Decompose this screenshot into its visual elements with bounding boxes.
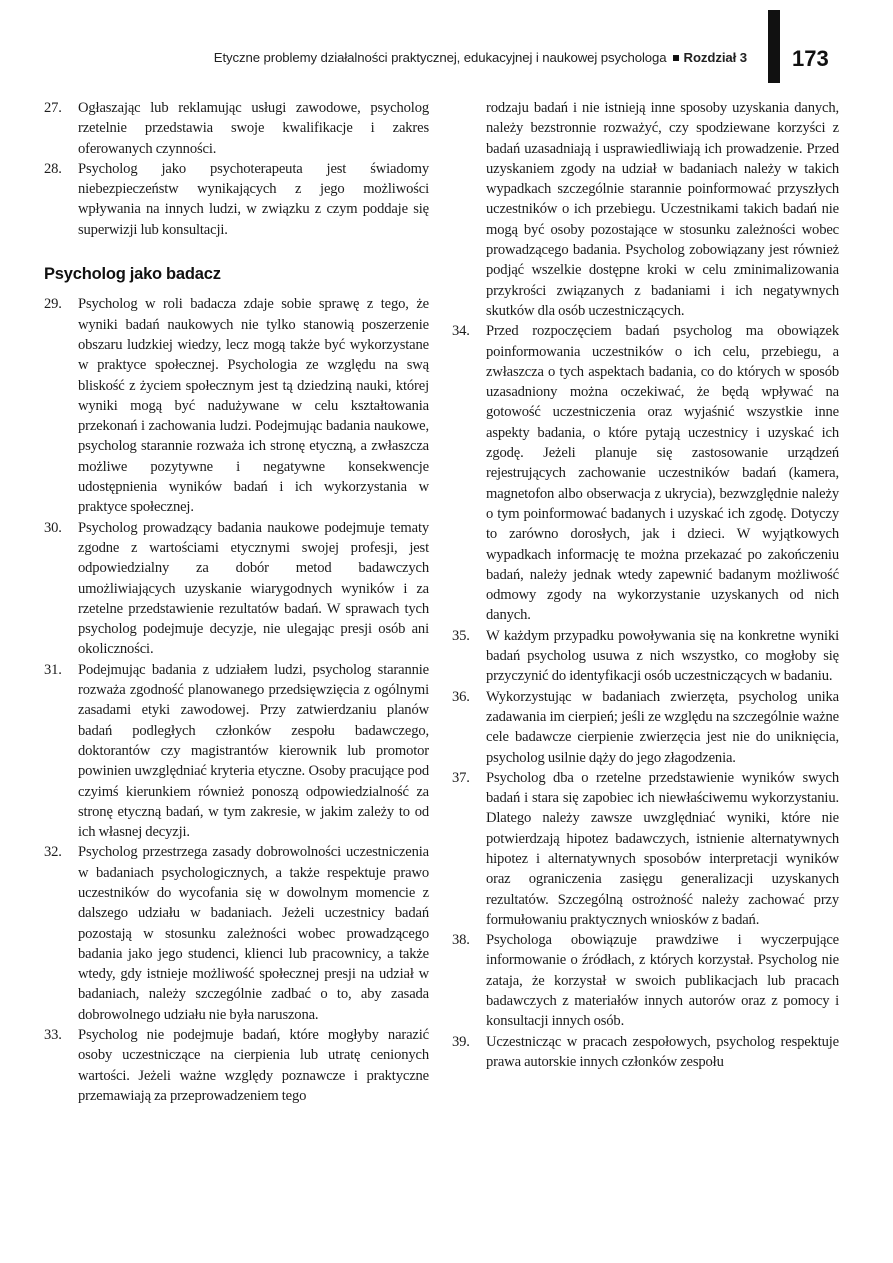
item-number: 36.: [452, 688, 470, 705]
item-text: Psycholog przestrzega zasady dobrowolności uczestniczenia w badaniach psychologicznych, a także respektuje prawo uczestników do wycofania się w dowolnym momencie z dalszego udziału w badaniach. Jeżeli uczestnicy badań pozostają w stosunku zależności wobec prowadzącego badania jako jego studenci, klienci lub pracownicy, a także wtedy, gdy istnieje możliwość społecznej presji na udział w badaniach, należy szczególnie zadbać o to, aby zasada dobrowolnego udziału nie była naruszona.: [78, 844, 429, 1023]
header-bar: [768, 10, 780, 83]
chapter-label: Rozdział 3: [683, 50, 747, 65]
item-text: Ogłaszając lub reklamując usługi zawodowe, psycholog rzetelnie przedstawia swoje kwalifikacje i zakres oferowanych czynności.: [78, 100, 429, 157]
item-number: 28.: [44, 160, 62, 177]
list-item: [452, 930, 839, 1031]
list-item: [452, 1032, 839, 1073]
item-number: 38.: [452, 932, 470, 949]
list-item: [452, 626, 839, 687]
item-text: Psycholog w roli badacza zdaje sobie sprawę z tego, że wyniki badań naukowych nie tylko stanowią poszerzenie obszaru ludzkiej wiedzy, lecz mogą także być wykorzystane w praktyce społecznej. Psychologia ze względu na swą bliskość z życiem społecznym jest tą dziedziną nauki, której wyniki mogą być nadużywane w celu kształtowania przekonań i zachowania ludzi. Podejmując badania naukowe, psycholog starannie rozważa ich stronę etyczną, a zwłaszcza możliwe pozytywne i negatywne konsekwencje udostępnienia wyników badań i ich wykorzystania w praktyce społecznej.: [78, 296, 429, 516]
page-number: 173: [792, 46, 829, 71]
item-number: 32.: [44, 844, 62, 861]
item-number: 34.: [452, 323, 470, 340]
list-item: [452, 321, 839, 625]
right-column: [452, 98, 839, 1072]
item-text: Psychologa obowiązuje prawdziwe i wyczerpujące informowanie o źródłach, z których korzystał. Psycholog nie zataja, że korzystał w swoich publikacjach lub pracach badawczych z materiałów innych autorów oraz z pomocy i konsultacji innych osób.: [486, 932, 839, 1030]
item-text: Przed rozpoczęciem badań psycholog ma obowiązek poinformowania uczestników o ich celu, przebiegu, a zwłaszcza o tych aspektach badania, co do których w sposób uzasadniony można oczekiwać, że będą wpływać na gotowość uczestniczenia oraz wyjaśnić wszystkie inne aspekty badania, o które pytają uczestnicy i uzyskać ich zgodę. Jeżeli planuje się zastosowanie urządzeń rejestrujących zachowanie uczestników badań (kamera, magnetofon albo obserwacja z ukrycia), bezwzględnie należy o tym poinformować badanych i uzyskać ich zgodę. Dotyczy to zarówno dorosłych, jak i dzieci. W wyjątkowych wypadkach informację te można przekazać po zakończeniu badań, należy jednak wtedy zapewnić badanym możliwość odmowy zgody na wykorzystanie uzyskanych od nich danych.: [486, 323, 839, 624]
item-number: 31.: [44, 661, 62, 678]
list-item: [44, 660, 429, 843]
left-column: [44, 98, 429, 1106]
item-text: Psycholog dba o rzetelne przedstawienie wyników swych badań i stara się zapobiec ich niewłaściwemu wykorzystaniu. Dlatego należy zawsze uwzględniać wyniki, które nie potwierdzają hipotez badawczych, istnienie alternatywnych hipotez i alternatywnych sposobów interpretacji wyników oraz ograniczenia zasięgu generalizacji uzyskanych rezultatów. Szczególną ostrożność należy zachować przy formułowaniu praktycznych wniosków z badań.: [486, 769, 839, 928]
section-heading: Psycholog jako badacz: [44, 265, 221, 284]
item-number: 30.: [44, 519, 62, 536]
item-number: 39.: [452, 1033, 470, 1050]
item-number: 33.: [44, 1027, 62, 1044]
item-text: Psycholog nie podejmuje badań, które mogłyby narazić osoby uczestniczące na cierpienia lub utratę cenionych wartości. Jeżeli ważne względy poznawcze i praktyczne przemawiają za przeprowadzeniem tego: [78, 1027, 429, 1104]
item-text: Uczestnicząc w pracach zespołowych, psycholog respektuje prawa autorskie innych członków zespołu: [486, 1033, 839, 1070]
page-header: [0, 0, 893, 80]
list-item: [44, 159, 429, 240]
running-title: Etyczne problemy działalności praktycznej, edukacyjnej i naukowej psychologa: [213, 50, 667, 65]
item-text: Psycholog jako psychoterapeuta jest świadomy niebezpieczeństw wynikających z jego możliwości wpływania na innych ludzi, w związku z czym poddaje się superwizji lub konsultacji.: [78, 160, 429, 238]
item-number: 35.: [452, 627, 470, 644]
item-text: Wykorzystując w badaniach zwierzęta, psycholog unika zadawania im cierpień; jeśli ze względu na szczególnie ważne cele badawcze cierpienie zwierzęcia jest nie do uniknięcia, psycholog usilnie dąży do jego złagodzenia.: [486, 688, 839, 766]
item-text: Psycholog prowadzący badania naukowe podejmuje tematy zgodne z wartościami etycznymi swojej profesji, jest odpowiedzialny za dobór metod badawczych umożliwiających uzyskanie wiarygodnych wyników i za rzetelne przedstawienie rezultatów badań. W sprawach tych psycholog podejmuje decyzje, nie ulegając presji osób ani okoliczności.: [78, 519, 429, 658]
list-item: [452, 768, 839, 930]
list-item: [44, 1025, 429, 1106]
list-item-continuation: [452, 98, 839, 321]
square-bullet-icon: [673, 55, 679, 61]
list-item: [44, 518, 429, 660]
list-item: [44, 842, 429, 1025]
list-item: [44, 98, 429, 159]
item-number: 27.: [44, 100, 62, 116]
list-item: [452, 687, 839, 768]
list-item: [44, 294, 429, 517]
item-number: 29.: [44, 296, 62, 313]
item-text: W każdym przypadku powoływania się na konkretne wyniki badań psycholog usuwa z nich wszystko, co mogłoby się przyczynić do identyfikacji osób uczestniczących w badaniu.: [486, 627, 839, 685]
item-number: 37.: [452, 769, 470, 786]
continuation-text: rodzaju badań i nie istnieją inne sposoby uzyskania danych, należy bezstronnie rozważyć, czy spodziewane korzyści z badań uzasadniają i usprawiedliwiają ich prowadzenie. Przed uzyskaniem zgody na udział w badaniach należy w takich wypadkach szczególnie starannie poinformować przyszłych uczestników o ich przebiegu. Uczestnikami takich badań nie mogą być osoby pozostające w stosunku zależności wobec prowadzącego badania. Psycholog zobowiązany jest również podjąć wszelkie dostępne kroki w celu zminimalizowania przykrości związanych z badaniami i ich negatywnych skutków dla osób uczestniczących.: [486, 100, 839, 319]
running-header: [214, 50, 747, 65]
item-text: Podejmując badania z udziałem ludzi, psycholog starannie rozważa zgodność planowanego przedsięwzięcia z ogólnymi zasadami etyki zawodowej. Przy zatwierdzaniu planów badań podległych członków zespołu badawczego, doktorantów czy magistrantów kierownik lub promotor powinien uwzględniać kryteria etyczne. Osoby pracujące pod czyimś kierunkiem również ponoszą odpowiedzialność za stronę etyczną badań, w tym zakresie, w jakim zależy to od ich własnej decyzji.: [78, 661, 429, 841]
